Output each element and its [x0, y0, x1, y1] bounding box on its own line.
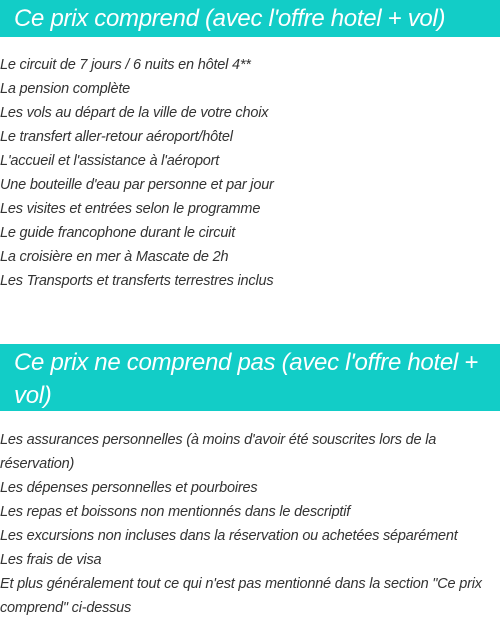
list-item: Une bouteille d'eau par personne et par jour [0, 177, 274, 193]
list-item: L'accueil et l'assistance à l'aéroport [0, 153, 220, 169]
list-item: Les dépenses personnelles et pourboires [0, 480, 258, 496]
list-item: Les repas et boissons non mentionnés dans le descriptif [0, 504, 351, 520]
list-item: La croisière en mer à Mascate de 2h [0, 249, 229, 265]
list-item: Le transfert aller-retour aéroport/hôtel [0, 129, 233, 145]
list-item: Les frais de visa [0, 552, 102, 568]
excluded-items-list [0, 428, 496, 620]
list-item: La pension complète [0, 81, 131, 97]
included-section-heading: Ce prix comprend (avec l'offre hotel + vol) [0, 0, 500, 37]
list-item: Les assurances personnelles (à moins d'avoir été souscrites lors de la réservation) [0, 432, 437, 472]
excluded-section-heading: Ce prix ne comprend pas (avec l'offre hotel + vol) [0, 344, 500, 411]
list-item: Les Transports et transferts terrestres inclus [0, 273, 274, 289]
list-item: Et plus généralement tout ce qui n'est pas mentionné dans la section "Ce prix comprend" ci-dessus [0, 576, 482, 616]
list-item: Les visites et entrées selon le programme [0, 201, 261, 217]
list-item: Les excursions non incluses dans la réservation ou achetées séparément [0, 528, 458, 544]
list-item: Le circuit de 7 jours / 6 nuits en hôtel 4** [0, 57, 251, 73]
included-items-list [0, 53, 496, 293]
list-item: Les vols au départ de la ville de votre choix [0, 105, 269, 121]
list-item: Le guide francophone durant le circuit [0, 225, 236, 241]
